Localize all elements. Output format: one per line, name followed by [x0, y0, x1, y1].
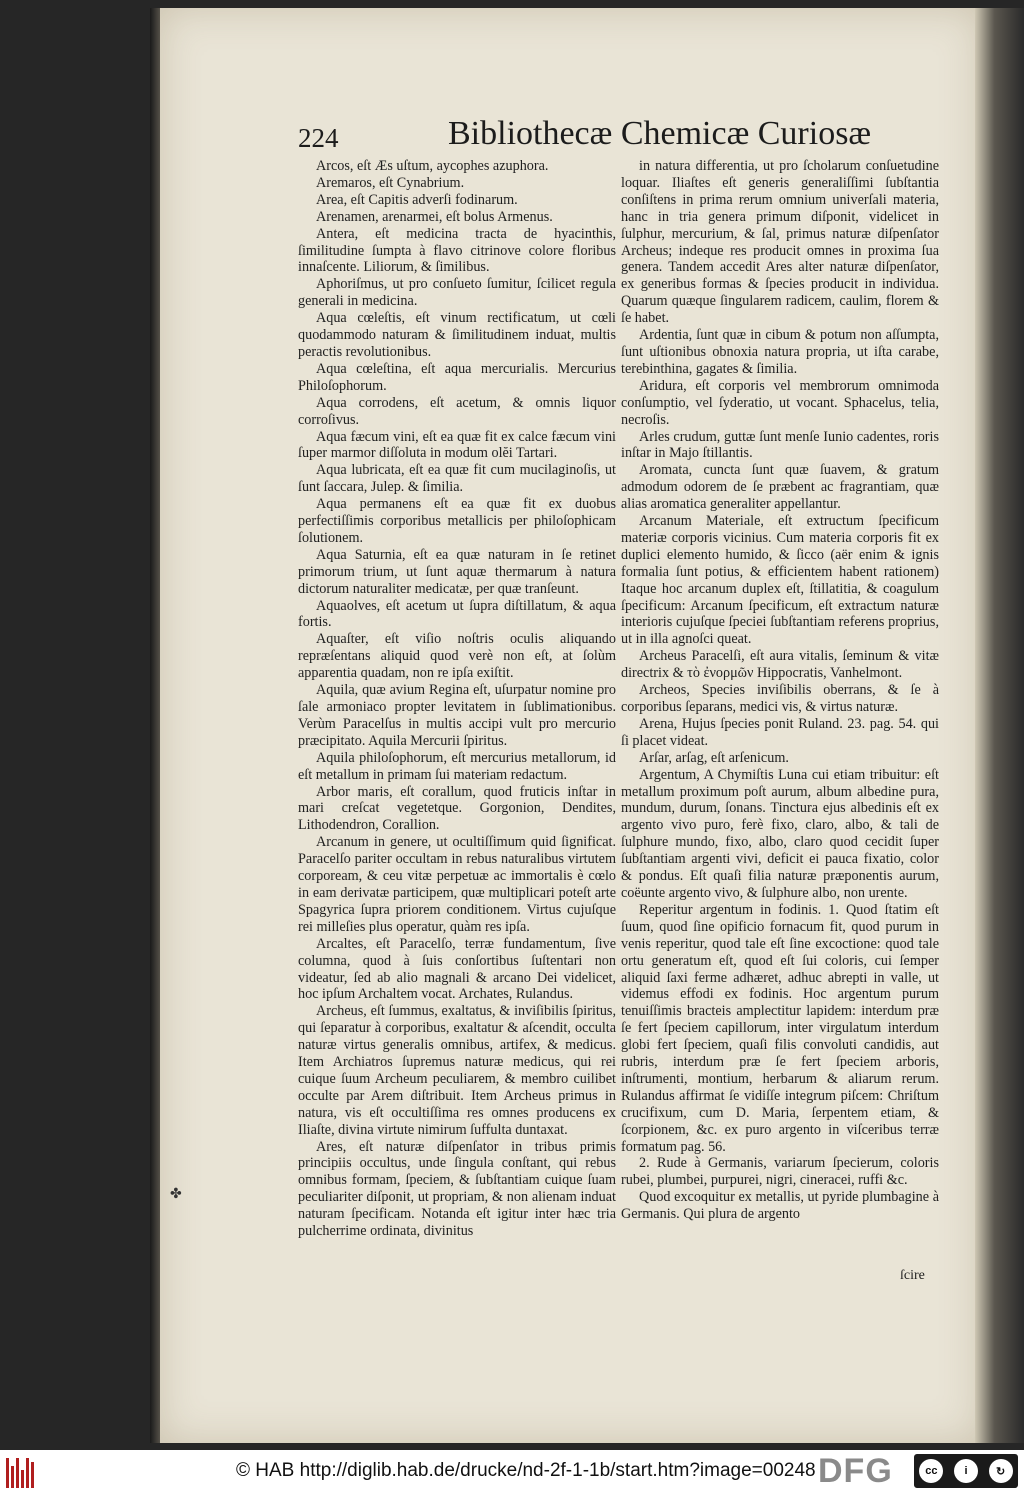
- page-edge: [975, 8, 1024, 1443]
- entry-paragraph: in natura differentia, ut pro ſcholarum conſuetudine loquar. Iliaſtes eſt generis generaliſſimi ſubſtantia conſiſtens in prima rerum omnium univerſali materia, hanc in tria genera primum diſponit, videlicet in ſulphur, mercurium, & ſal, primus naturæ diſpenſator Archeus; indeque res producit omnes in proxima ſua genera. Tandem accedit Ares alter naturæ diſpenſator, ex generibus formas & ſpecies producit in individua. Quarum quæque ſingularem radicem, caulim, florem & ſe habet.: [621, 158, 939, 327]
- entry-paragraph: Aqua Saturnia, eſt ea quæ naturam in ſe retinet primorum trium, ut ſunt aquæ thermarum à natura dictorum naturaliter medicatæ, per quæ tranſeunt.: [298, 546, 616, 597]
- entry-paragraph: Aremaros, eſt Cynabrium.: [316, 174, 465, 191]
- entry-paragraph: Aphoriſmus, ut pro conſueto ſumitur, ſcilicet regula generali in medicina.: [298, 276, 616, 310]
- page-number: 224: [298, 123, 339, 153]
- entry-paragraph: Aquila, quæ avium Regina eſt, uſurpatur nomine pro ſale armoniaco propter levitatem in ſublimationibus. Verùm Paracelſus in multis accipi vult pro mercurio præcipitato. Aquila Mercurii ſpiritus.: [298, 682, 616, 749]
- left-text-column: [298, 158, 616, 1298]
- by-icon: i: [954, 1459, 978, 1483]
- copyright-link[interactable]: © HAB http://diglib.hab.de/drucke/nd-2f-1-1b/start.htm?image=00248: [236, 1460, 816, 1481]
- entry-paragraph: Aqua cœleſtis, eſt vinum rectificatum, ut cœli quodammodo naturam & ſimilitudinem induat, multis peractis revolutionibus.: [298, 310, 616, 360]
- entry-paragraph: Arbor maris, eſt corallum, quod fruticis inſtar in mari creſcat vegetetque. Gorgonion, Dendites, Lithodendron, Corallion.: [298, 783, 616, 834]
- entry-paragraph: Argentum, A Chymiſtis Luna cui etiam tribuitur: eſt metallum proximum poſt aurum, album albedine pura, mundum, durum, ſonans. Tinctura ejus albedinis eſt ex argento vivo puro, ferè fixo, claro, albo, & tali de ſulphure mundo, fixo, albo, claro quod cecidit ſuper ſubſtantiam argenti vivi, deficit ei pauca fixatio, color & pondus. Eſt quaſi filia naturæ præponentis aurum, coëunte argento vivo, & ſulphure albo, non urente.: [621, 766, 939, 901]
- hab-logo-icon: [6, 1454, 36, 1488]
- right-text-column: [621, 158, 939, 1298]
- entry-paragraph: Aridura, eſt corporis vel membrorum omnimoda conſumptio, vel ſyderatio, ut vocant. Sphacelus, telia, necroſis.: [621, 377, 939, 428]
- entry-paragraph: Aromata, cuncta ſunt quæ ſuavem, & gratum admodum odorem de ſe præbent ac fragrantiam, quæ alias aromatica generaliter appellantur.: [621, 462, 939, 513]
- ornament-mark: ✤: [170, 1187, 182, 1202]
- entry-paragraph: Quod excoquitur ex metallis, ut pyride plumbagine à Germanis. Qui plura de argento: [621, 1189, 939, 1223]
- viewer-footer: [0, 1450, 1024, 1493]
- cc-icon: cc: [919, 1459, 943, 1483]
- entry-paragraph: Arcos, eſt Æs uſtum, aycophes azuphora.: [316, 158, 549, 174]
- sa-icon: ↻: [989, 1459, 1013, 1483]
- license-badge[interactable]: [914, 1454, 1018, 1488]
- entry-paragraph: Arena, Hujus ſpecies ponit Ruland. 23. pag. 54. qui ſi placet videat.: [621, 715, 939, 749]
- entry-paragraph: Archeos, Species inviſibilis oberrans, & ſe à corporibus ſeparans, medici vis, & virtus naturæ.: [621, 682, 939, 715]
- entry-paragraph: Aquaolves, eſt acetum ut ſupra diſtillatum, & aqua fortis.: [298, 597, 616, 631]
- entry-paragraph: Arenamen, arenarmei, eſt bolus Armenus.: [316, 208, 553, 225]
- entry-paragraph: Ares, eſt naturæ diſpenſator in tribus primis principiis occultus, unde ſingula conſtant, qui rebus omnibus formam, ſpeciem, & ſubſtantiam cuique ſuam peculiariter diſponit, ut propriam, & non alienam induat naturam ſpecificam. Notanda eſt igitur inter hæc tria pulcherrime ordinata, divinitus: [298, 1138, 616, 1240]
- entry-paragraph: Aqua permanens eſt ea quæ fit ex duobus perfectiſſimis corporibus metallicis per philoſophicam ſolutionem.: [298, 496, 616, 546]
- entry-paragraph: Aqua corrodens, eſt acetum, & omnis liquor corroſivus.: [298, 394, 616, 428]
- dfg-logo: DFG: [818, 1452, 893, 1490]
- entry-paragraph: Arcanum Materiale, eſt extructum ſpecificum materiæ corporis vicinius. Cum materia corporis fit ex duplici elemento humido, & ſicco (aër enim & ignis formalia ſunt potius, & efficientem habent rationem) Itaque hoc arcanum duplex eſt, ſtillatitia, & coagulum ſpecificum: Arcanum ſpecificum, eſt extractum naturæ interioris cujuſque ſpeciei ſubſtantiam referens proprius, ut in illa agnoſci queat.: [621, 513, 939, 648]
- entry-paragraph: Arcaltes, eſt Paracelſo, terræ fundamentum, ſive columna, quod à ſuis conſortibus ſuſtentari non videatur, ſed ab alio magnali & arcano Dei videlicet, hoc ipſum Archaltem vocat. Archates, Rulandus.: [298, 935, 616, 1003]
- entry-paragraph: Area, eſt Capitis adverſi fodinarum.: [316, 191, 518, 208]
- entry-paragraph: Aquila philoſophorum, eſt mercurius metallorum, id eſt metallum in primam ſui materiam redactum.: [298, 749, 616, 783]
- entry-paragraph: Antera, eſt medicina tracta de hyacinthis, ſimilitudine ſumpta à flavo citrinove colore floribus innaſcente. Liliorum, & ſimilibus.: [298, 225, 616, 276]
- entry-paragraph: Arſar, arſag, eſt arſenicum.: [639, 749, 789, 766]
- entry-paragraph: 2. Rude à Germanis, variarum ſpecierum, coloris rubei, plumbei, purpurei, nigri, cineracei, ruffi &c.: [621, 1155, 939, 1189]
- catchword: ſcire: [900, 1268, 925, 1283]
- entry-paragraph: Ardentia, ſunt quæ in cibum & potum non aſſumpta, ſunt uſtionibus obnoxia natura propria, ut iſta carabe, terebinthina, gagates & ſimilia.: [621, 327, 939, 377]
- running-title: Bibliothecæ Chemicæ Curiosæ: [448, 115, 872, 152]
- entry-paragraph: Archeus, eſt ſummus, exaltatus, & inviſibilis ſpiritus, qui ſeparatur à corporibus, exaltatur & aſcendit, occulta naturæ virtus generalis omnibus, artifex, & medicus. Item Archiatros ſupremus naturæ medicus, qui rei cuique ſuum Archeum peculiarem, & membro cuilibet occulte par Arem diſtribuit. Item Archeus primus in natura, vis eſt occultiſſima res omnes producens ex Iliaſte, divina virtute nimirum ſuffulta duntaxat.: [298, 1003, 616, 1138]
- entry-paragraph: Reperitur argentum in fodinis. 1. Quod ſtatim eſt ſuum, quod ſine opificio fornacum fit, quod purum in venis reperitur, quod tale eſt ſine excoctione: quod tale ortu generatum eſt, quod eſt ſui coloris, cui ſemper aliquid ſaxi ferme adhæret, adhuc abrepti in valle, ut videmus effodi ex fodinis. Hoc argentum purum tenuiſſimis bracteis amplectitur lapidem: interdum præ ſe fert ſpeciem capillorum, inter virgulatum interdum globi fert ſpeciem, quaſi filis convoluti candidis, aut rubris, interdum præ ſe fert ſpeciem arboris, inſtrumenti, montium, herbarum & aliarum rerum. Rulandus affirmat ſe vidiſſe integrum piſcem: Chriſtum crucifixum, cum D. Maria, ſerpentem etiam, & ſcorpionem, &c. ex puro argento in viſceribus terræ formatum pag. 56.: [621, 901, 939, 1155]
- page-header: [298, 115, 958, 161]
- entry-paragraph: Aqua cœleſtina, eſt aqua mercurialis. Mercurius Philoſophorum.: [298, 360, 616, 394]
- entry-paragraph: Aquaſter, eſt viſio noſtris oculis aliquando repræſentans aliquid quod verè non eſt, at ſolùm apparentia quadam, non re ipſa exiſtit.: [298, 631, 616, 682]
- entry-paragraph: Aqua lubricata, eſt ea quæ fit cum mucilaginoſis, ut ſunt ſaccara, Julep. & ſimilia.: [298, 462, 616, 496]
- entry-paragraph: Arcanum in genere, ut ocultiſſimum quid ſignificat. Paracelſo pariter occultam in rebus naturalibus virtutem corpoream, & ceu vitæ perpetuæ ac immortalis è cœlo in eam derivatæ participem, quæ multiplicari poteſt arte Spagyrica ſupra priorem conditionem. Virtus cujuſque rei milleſies plus operatur, quàm res ipſa.: [298, 834, 616, 935]
- entry-paragraph: Archeus Paracelſi, eſt aura vitalis, ſeminum & vitæ directrix & τὸ ἐνορμῶν Hippocratis, Vanhelmont.: [621, 648, 939, 682]
- entry-paragraph: Arles crudum, guttæ ſunt menſe Iunio cadentes, roris inſtar in Majo ſtillantis.: [621, 428, 939, 462]
- entry-paragraph: Aqua fæcum vini, eſt ea quæ fit ex calce fæcum vini ſuper marmor diſſoluta in modum olĕi Tartari.: [298, 428, 616, 462]
